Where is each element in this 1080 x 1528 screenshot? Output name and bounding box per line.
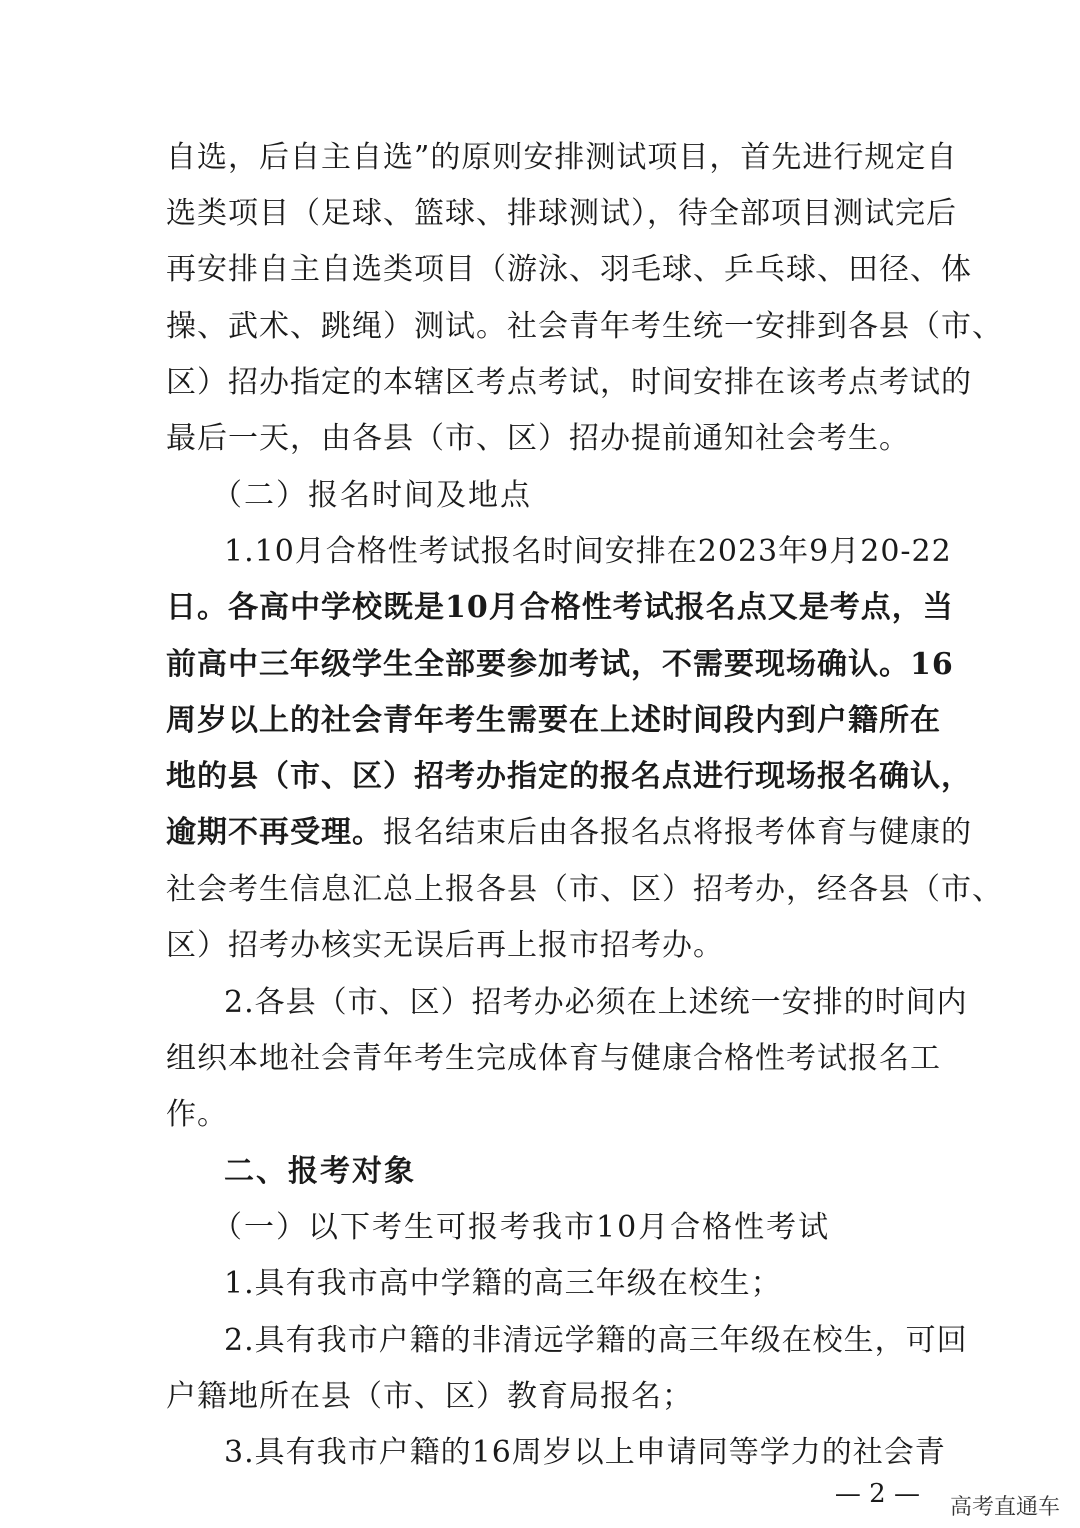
subsection-title: （一）以下考生可报考我市10月合格性考试 (212, 1210, 831, 1245)
section-title: （二）报名时间及地点 (212, 478, 532, 513)
page-number: — 2 — (834, 1479, 920, 1509)
paragraph-line-bold: 日。各高中学校既是10月合格性考试报名点又是考点，当 (166, 590, 954, 625)
paragraph-line-bold: 地的县（市、区）招考办指定的报名点进行现场报名确认， (166, 759, 972, 794)
paragraph-line: 操、武术、跳绳）测试。社会青年考生统一安排到各县（市、 (166, 309, 1003, 344)
list-item-continued: 户籍地所在县（市、区）教育局报名； (166, 1379, 693, 1414)
list-item: 3.具有我市户籍的16周岁以上申请同等学力的社会青 (224, 1435, 946, 1470)
paragraph-line-bold: 前高中三年级学生全部要参加考试，不需要现场确认。16 (166, 647, 954, 682)
paragraph-line: 再安排自主自选类项目（游泳、羽毛球、乒乓球、田径、体 (166, 252, 972, 287)
list-item: 1.具有我市高中学籍的高三年级在校生； (224, 1266, 782, 1301)
paragraph-line: 组织本地社会青年考生完成体育与健康合格性考试报名工 (166, 1041, 941, 1076)
section-heading: 二、报考对象 (224, 1154, 416, 1189)
watermark: 高考直通车 (949, 1495, 1060, 1520)
paragraph-line: 最后一天，由各县（市、区）招办提前通知社会考生。 (166, 421, 910, 456)
paragraph-line: 选类项目（足球、篮球、排球测试），待全部项目测试完后 (166, 196, 957, 231)
paragraph-line: 区）招办指定的本辖区考点考试，时间安排在该考点考试的 (166, 365, 972, 400)
paragraph-line: 区）招考办核实无误后再上报市招考办。 (166, 928, 724, 963)
paragraph-line: 自选，后自主自选”的原则安排测试项目，首先进行规定自 (166, 140, 958, 175)
paragraph-line: 作。 (166, 1097, 228, 1132)
deadline-note: 逾期不再受理。 (166, 815, 383, 850)
paragraph-line: 2.各县（市、区）招考办必须在上述统一安排的时间内 (224, 985, 968, 1020)
paragraph-line-bold: 周岁以上的社会青年考生需要在上述时间段内到户籍所在 (166, 703, 941, 738)
paragraph-line-mixed (166, 808, 972, 858)
list-item: 2.具有我市户籍的非清远学籍的高三年级在校生，可回 (224, 1323, 968, 1358)
paragraph-text: 报名结束后由各报名点将报考体育与健康的 (383, 815, 972, 850)
paragraph-line: 1.10月合格性考试报名时间安排在2023年9月20-22 (224, 534, 952, 569)
paragraph-line: 社会考生信息汇总上报各县（市、区）招考办，经各县（市、 (166, 872, 1003, 907)
